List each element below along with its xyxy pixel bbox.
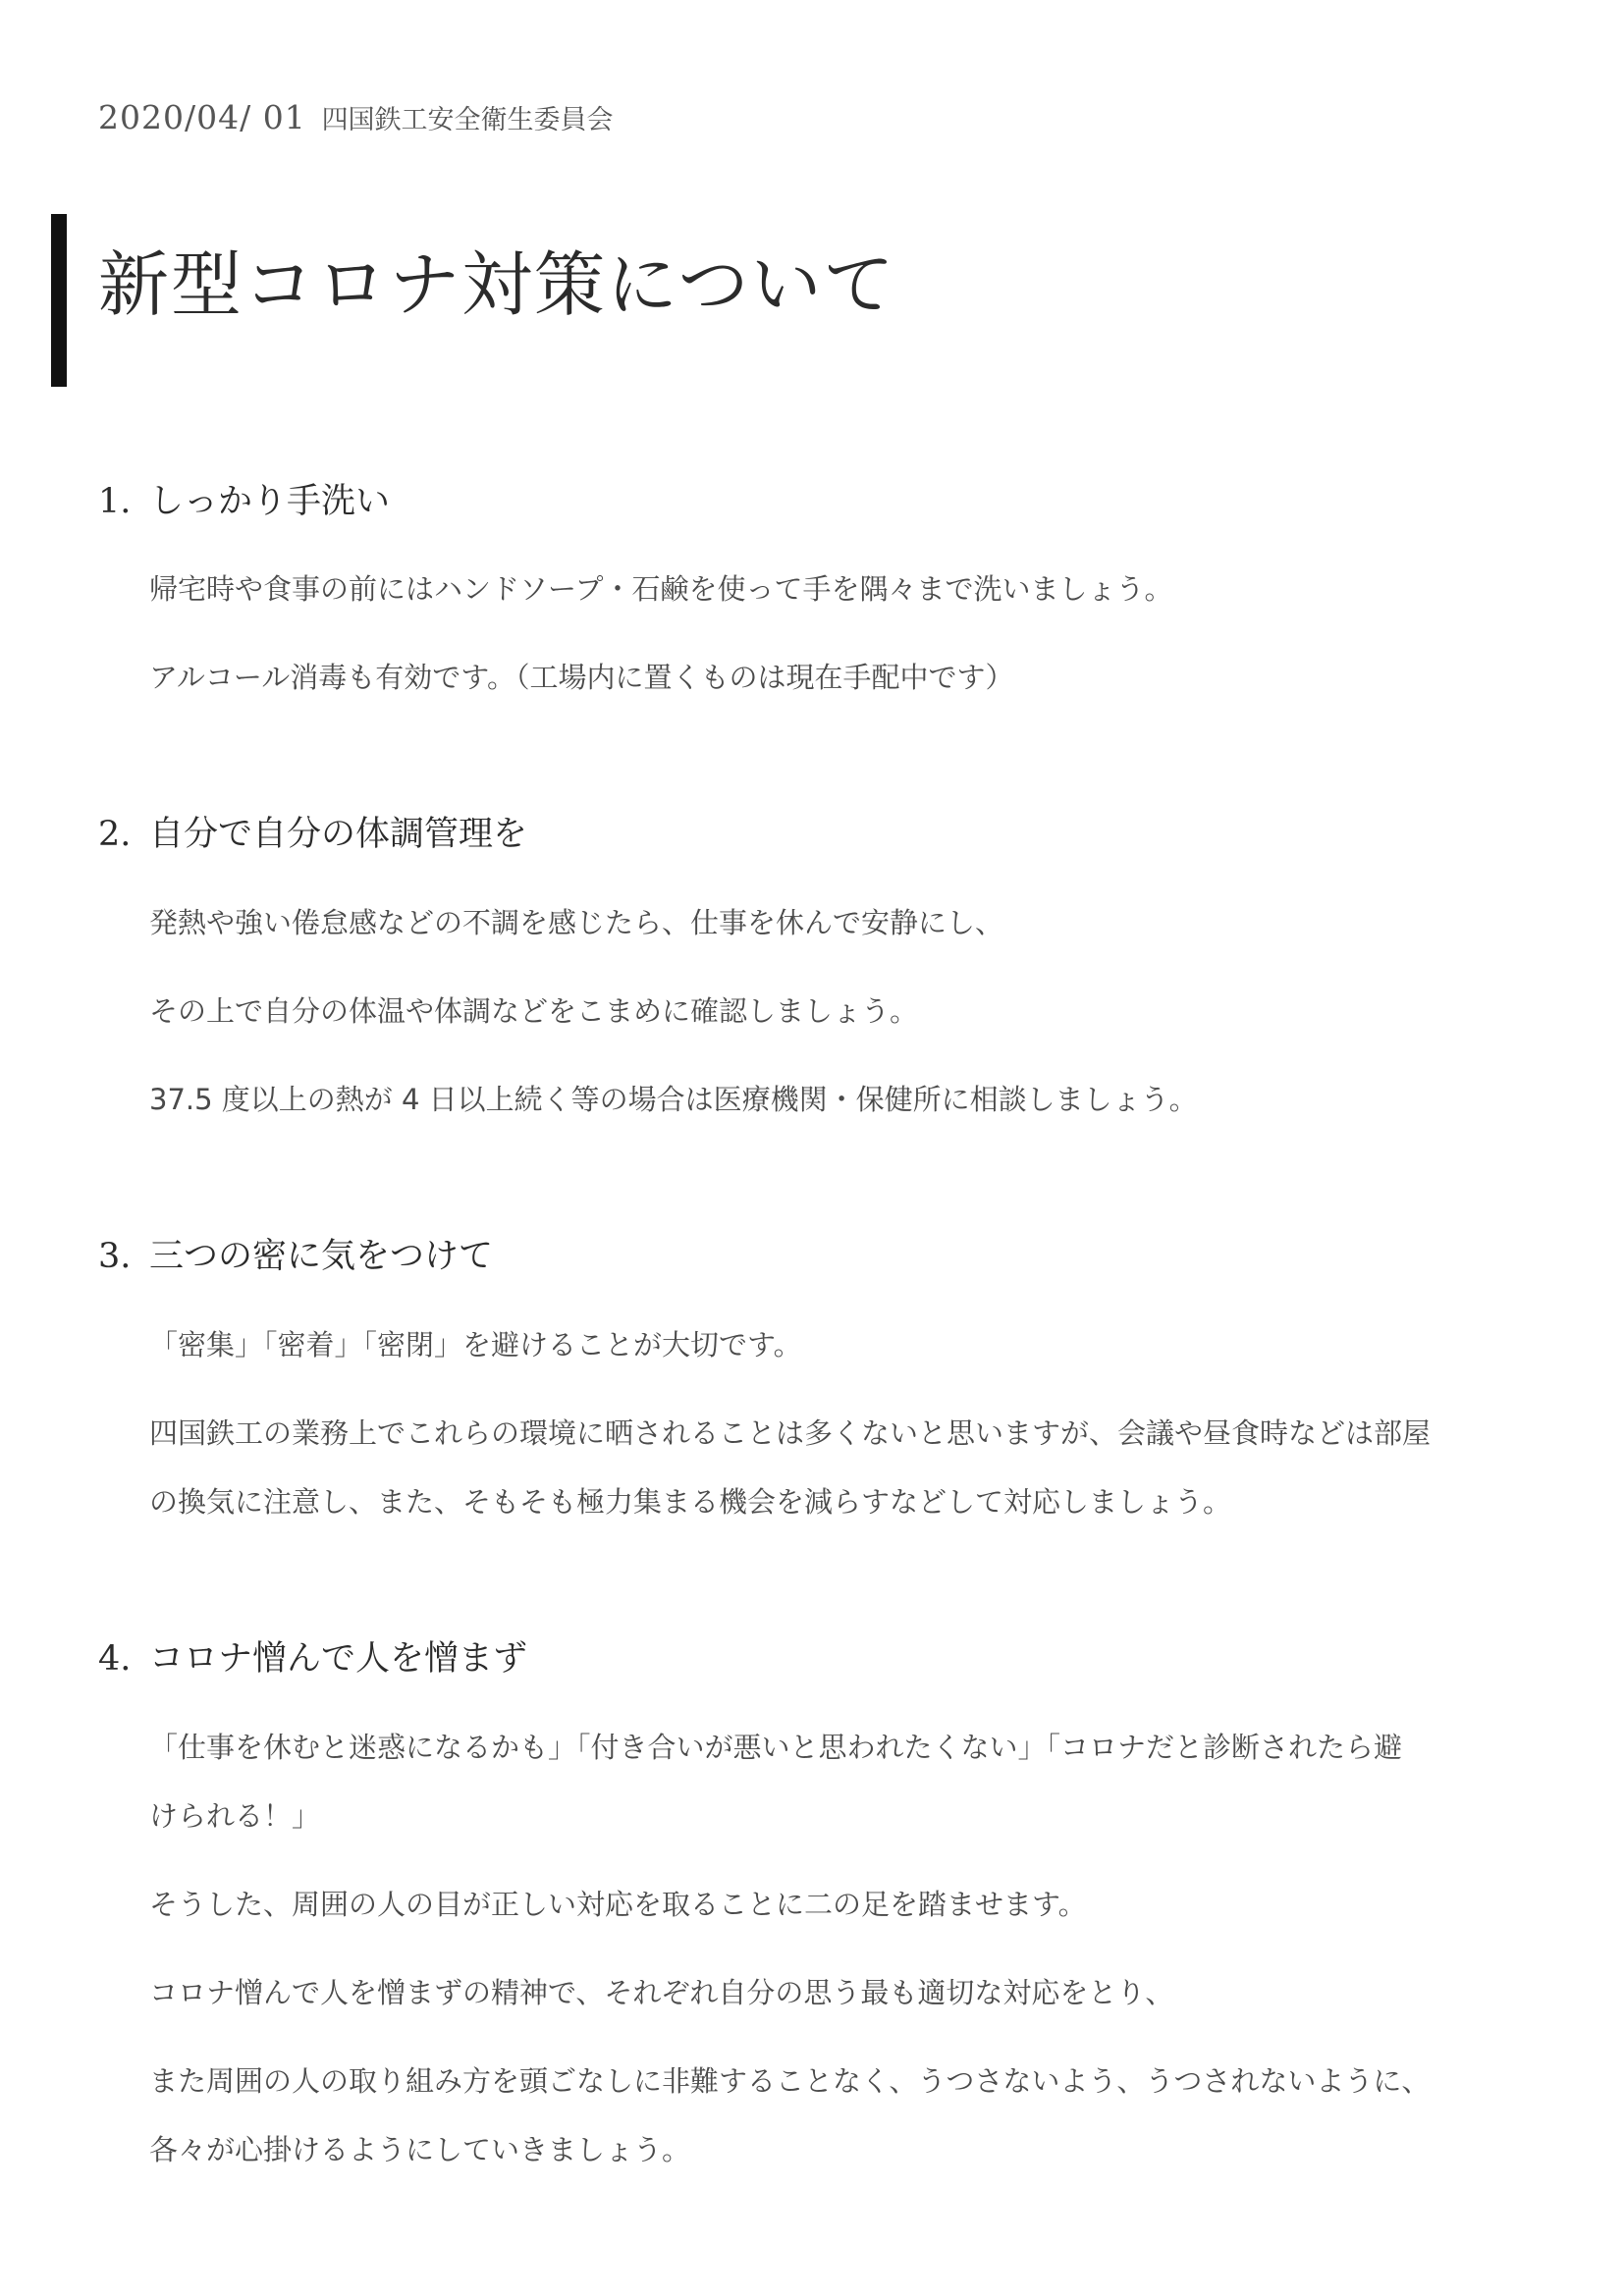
section-title: 三つの密に気をつけて xyxy=(149,1237,494,1276)
paragraph: の換気に注意し、また、そもそも極力集まる機会を減らすなどして対応しましょう。 xyxy=(149,1485,1232,1519)
header-date: 2020/04/ 01 xyxy=(98,98,306,136)
section-number: 1. xyxy=(98,482,132,521)
paragraph: 「密集」「密着」「密閉」を避けることが大切です。 xyxy=(149,1328,802,1362)
paragraph: また周囲の人の取り組み方を頭ごなしに非難することなく、うつさないよう、うつされないように、 xyxy=(149,2064,1431,2098)
paragraph: 帰宅時や食事の前にはハンドソープ・石鹸を使って手を隅々まで洗いましょう。 xyxy=(149,572,1173,606)
section-title: コロナ憎んで人を憎まず xyxy=(149,1639,528,1679)
paragraph: 37.5 度以上の熱が 4 日以上続く等の場合は医療機関・保健所に相談しましょう。 xyxy=(149,1083,1198,1116)
header-organization: 四国鉄工安全衛生委員会 xyxy=(321,105,614,135)
paragraph: アルコール消毒も有効です。（工場内に置くものは現在手配中です） xyxy=(149,661,1014,694)
paragraph: 発熱や強い倦怠感などの不調を感じたら、仕事を休んで安静にし、 xyxy=(149,906,1004,939)
paragraph: 「仕事を休むと迷惑になるかも」「付き合いが悪いと思われたくない」「コロナだと診断されたら避 xyxy=(149,1731,1403,1764)
paragraph: 各々が心掛けるようにしていきましょう。 xyxy=(149,2133,691,2166)
section-title: しっかり手洗い xyxy=(149,482,391,521)
paragraph: けられる！」 xyxy=(149,1799,321,1833)
paragraph: その上で自分の体温や体調などをこまめに確認しましょう。 xyxy=(149,994,919,1028)
section-number: 2. xyxy=(98,815,132,854)
paragraph: コロナ憎んで人を憎まずの精神で、それぞれ自分の思う最も適切な対応をとり、 xyxy=(149,1976,1174,2009)
page-title: 新型コロナ対策について xyxy=(98,243,896,326)
title-accent-bar xyxy=(51,214,67,387)
paragraph: そうした、周囲の人の目が正しい対応を取ることに二の足を踏ませます。 xyxy=(149,1888,1087,1921)
section-heading-2 xyxy=(98,810,527,859)
document-header xyxy=(98,98,614,136)
paragraph: 四国鉄工の業務上でこれらの環境に晒されることは多くないと思いますが、会議や昼食時などは部屋 xyxy=(149,1416,1432,1450)
section-heading-3 xyxy=(98,1232,493,1281)
section-number: 4. xyxy=(98,1639,132,1679)
section-heading-1 xyxy=(98,477,390,526)
section-number: 3. xyxy=(98,1237,132,1276)
section-heading-4 xyxy=(98,1634,527,1683)
section-title: 自分で自分の体調管理を xyxy=(149,815,528,854)
